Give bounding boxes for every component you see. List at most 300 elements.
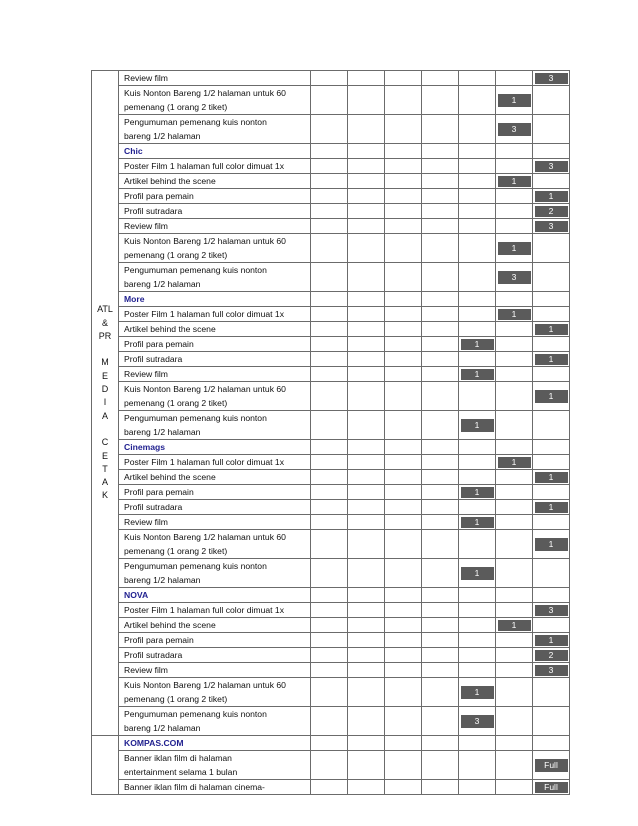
schedule-mark: Full bbox=[535, 759, 568, 772]
schedule-cell bbox=[348, 736, 385, 751]
schedule-cell bbox=[385, 204, 422, 219]
schedule-cell bbox=[422, 678, 459, 707]
description-line: Chic bbox=[124, 146, 143, 156]
table-row bbox=[92, 603, 570, 618]
schedule-cell bbox=[496, 115, 533, 144]
schedule-cell bbox=[496, 71, 533, 86]
schedule-cell bbox=[422, 648, 459, 663]
table-row bbox=[92, 515, 570, 530]
table-row bbox=[92, 470, 570, 485]
schedule-cell bbox=[311, 500, 348, 515]
description-line: bareng 1/2 halaman bbox=[124, 575, 201, 585]
schedule-cell bbox=[496, 663, 533, 678]
schedule-cell bbox=[459, 263, 496, 292]
schedule-cell bbox=[348, 455, 385, 470]
schedule-cell bbox=[496, 440, 533, 455]
schedule-cell bbox=[348, 307, 385, 322]
schedule-cell bbox=[422, 174, 459, 189]
item-description bbox=[119, 189, 311, 204]
description-line: Profil sutradara bbox=[124, 206, 183, 216]
schedule-cell bbox=[459, 159, 496, 174]
schedule-cell bbox=[311, 603, 348, 618]
description-line: Profil para pemain bbox=[124, 635, 194, 645]
schedule-cell bbox=[348, 219, 385, 234]
schedule-cell bbox=[385, 86, 422, 115]
schedule-mark: 1 bbox=[535, 324, 568, 335]
description-line: Review film bbox=[124, 221, 168, 231]
schedule-cell bbox=[311, 189, 348, 204]
schedule-cell bbox=[311, 588, 348, 603]
schedule-mark: 3 bbox=[535, 161, 568, 172]
schedule-cell bbox=[459, 707, 496, 736]
table-row bbox=[92, 71, 570, 86]
schedule-cell bbox=[459, 174, 496, 189]
schedule-mark: 1 bbox=[461, 517, 494, 528]
schedule-cell bbox=[311, 736, 348, 751]
media-category-letter bbox=[92, 343, 118, 356]
schedule-cell bbox=[385, 352, 422, 367]
description-line: Artikel behind the scene bbox=[124, 324, 216, 334]
table-row bbox=[92, 263, 570, 292]
schedule-cell bbox=[496, 159, 533, 174]
item-description bbox=[119, 234, 311, 263]
table-row bbox=[92, 219, 570, 234]
section-title bbox=[119, 736, 311, 751]
schedule-cell bbox=[311, 322, 348, 337]
item-description bbox=[119, 751, 311, 780]
schedule-cell bbox=[533, 618, 570, 633]
description-line: More bbox=[124, 294, 145, 304]
schedule-cell bbox=[311, 559, 348, 588]
schedule-cell bbox=[533, 263, 570, 292]
schedule-mark: 1 bbox=[535, 538, 568, 551]
schedule-cell bbox=[348, 367, 385, 382]
schedule-cell bbox=[422, 115, 459, 144]
description-line: Review film bbox=[124, 369, 168, 379]
item-description bbox=[119, 322, 311, 337]
schedule-cell bbox=[422, 292, 459, 307]
description-line: Pengumuman pemenang kuis nonton bbox=[124, 561, 267, 571]
schedule-cell bbox=[311, 263, 348, 292]
schedule-cell bbox=[533, 71, 570, 86]
schedule-cell bbox=[533, 633, 570, 648]
schedule-cell bbox=[533, 500, 570, 515]
schedule-cell bbox=[533, 352, 570, 367]
schedule-cell bbox=[459, 352, 496, 367]
schedule-cell bbox=[348, 648, 385, 663]
schedule-cell bbox=[348, 159, 385, 174]
schedule-cell bbox=[459, 219, 496, 234]
schedule-cell bbox=[496, 500, 533, 515]
schedule-cell bbox=[496, 367, 533, 382]
schedule-cell bbox=[422, 736, 459, 751]
schedule-cell bbox=[533, 307, 570, 322]
schedule-cell bbox=[422, 751, 459, 780]
schedule-cell bbox=[385, 367, 422, 382]
description-line: Kuis Nonton Bareng 1/2 halaman untuk 60 bbox=[124, 88, 286, 98]
schedule-cell bbox=[311, 382, 348, 411]
table-row bbox=[92, 159, 570, 174]
schedule-cell bbox=[533, 455, 570, 470]
schedule-cell bbox=[385, 411, 422, 440]
schedule-cell bbox=[311, 307, 348, 322]
schedule-cell bbox=[422, 440, 459, 455]
table-row bbox=[92, 382, 570, 411]
schedule-mark: 1 bbox=[535, 191, 568, 202]
schedule-cell bbox=[459, 485, 496, 500]
description-line: Pengumuman pemenang kuis nonton bbox=[124, 709, 267, 719]
schedule-cell bbox=[496, 382, 533, 411]
schedule-cell bbox=[496, 780, 533, 795]
item-description bbox=[119, 678, 311, 707]
table-row bbox=[92, 530, 570, 559]
schedule-cell bbox=[422, 485, 459, 500]
media-schedule-table bbox=[91, 70, 570, 795]
schedule-cell bbox=[459, 440, 496, 455]
media-schedule-body bbox=[92, 71, 570, 795]
schedule-cell bbox=[422, 455, 459, 470]
schedule-cell bbox=[459, 500, 496, 515]
schedule-cell bbox=[422, 86, 459, 115]
schedule-cell bbox=[311, 367, 348, 382]
media-category-letter bbox=[92, 423, 118, 436]
schedule-cell bbox=[459, 618, 496, 633]
schedule-mark: 3 bbox=[535, 73, 568, 84]
description-line: Kuis Nonton Bareng 1/2 halaman untuk 60 bbox=[124, 532, 286, 542]
schedule-cell bbox=[311, 144, 348, 159]
schedule-cell bbox=[311, 515, 348, 530]
schedule-cell bbox=[422, 234, 459, 263]
schedule-cell bbox=[348, 174, 385, 189]
description-line: Pengumuman pemenang kuis nonton bbox=[124, 265, 267, 275]
section-row bbox=[92, 144, 570, 159]
schedule-cell bbox=[422, 530, 459, 559]
item-description bbox=[119, 115, 311, 144]
schedule-cell bbox=[385, 588, 422, 603]
schedule-cell bbox=[459, 678, 496, 707]
schedule-cell bbox=[422, 71, 459, 86]
schedule-cell bbox=[311, 633, 348, 648]
schedule-cell bbox=[348, 618, 385, 633]
schedule-cell bbox=[459, 234, 496, 263]
schedule-cell bbox=[385, 470, 422, 485]
schedule-cell bbox=[385, 500, 422, 515]
item-description bbox=[119, 515, 311, 530]
section-title bbox=[119, 440, 311, 455]
schedule-cell bbox=[533, 115, 570, 144]
description-line: Review film bbox=[124, 73, 168, 83]
schedule-cell bbox=[459, 780, 496, 795]
schedule-cell bbox=[533, 234, 570, 263]
table-row bbox=[92, 485, 570, 500]
media-category-letter: D bbox=[101, 384, 109, 395]
schedule-cell bbox=[533, 470, 570, 485]
media-category-letter: C bbox=[101, 437, 109, 448]
table-row bbox=[92, 86, 570, 115]
schedule-cell bbox=[348, 603, 385, 618]
schedule-cell bbox=[385, 780, 422, 795]
item-description bbox=[119, 530, 311, 559]
schedule-cell bbox=[348, 189, 385, 204]
item-description bbox=[119, 219, 311, 234]
schedule-cell bbox=[459, 337, 496, 352]
schedule-cell bbox=[533, 780, 570, 795]
table-row bbox=[92, 115, 570, 144]
item-description bbox=[119, 455, 311, 470]
item-description bbox=[119, 633, 311, 648]
schedule-cell bbox=[385, 455, 422, 470]
schedule-cell bbox=[348, 633, 385, 648]
schedule-cell bbox=[533, 411, 570, 440]
table-row bbox=[92, 633, 570, 648]
schedule-cell bbox=[422, 780, 459, 795]
schedule-cell bbox=[533, 603, 570, 618]
schedule-cell bbox=[422, 322, 459, 337]
schedule-cell bbox=[459, 86, 496, 115]
schedule-cell bbox=[459, 633, 496, 648]
table-row bbox=[92, 204, 570, 219]
media-category-letter: I bbox=[103, 397, 107, 408]
schedule-cell bbox=[459, 204, 496, 219]
schedule-cell bbox=[422, 337, 459, 352]
item-description bbox=[119, 352, 311, 367]
description-line: pemenang (1 orang 2 tiket) bbox=[124, 546, 228, 556]
schedule-cell bbox=[311, 174, 348, 189]
schedule-cell bbox=[385, 144, 422, 159]
schedule-cell bbox=[496, 455, 533, 470]
schedule-cell bbox=[496, 530, 533, 559]
schedule-mark: 1 bbox=[498, 94, 531, 107]
schedule-cell bbox=[348, 530, 385, 559]
schedule-cell bbox=[496, 603, 533, 618]
schedule-cell bbox=[348, 470, 385, 485]
media-category-letter: ATL bbox=[97, 304, 113, 315]
schedule-cell bbox=[533, 485, 570, 500]
table-row bbox=[92, 707, 570, 736]
schedule-cell bbox=[348, 144, 385, 159]
schedule-cell bbox=[533, 144, 570, 159]
table-row bbox=[92, 322, 570, 337]
schedule-cell bbox=[385, 189, 422, 204]
media-category-letter: E bbox=[101, 370, 108, 381]
schedule-mark: 2 bbox=[535, 650, 568, 661]
schedule-cell bbox=[496, 515, 533, 530]
description-line: Kuis Nonton Bareng 1/2 halaman untuk 60 bbox=[124, 384, 286, 394]
schedule-cell bbox=[348, 115, 385, 144]
description-line: Kuis Nonton Bareng 1/2 halaman untuk 60 bbox=[124, 680, 286, 690]
schedule-cell bbox=[496, 234, 533, 263]
description-line: bareng 1/2 halaman bbox=[124, 279, 201, 289]
table-row bbox=[92, 367, 570, 382]
schedule-cell bbox=[422, 559, 459, 588]
table-row bbox=[92, 455, 570, 470]
schedule-mark: Full bbox=[535, 782, 568, 793]
schedule-cell bbox=[533, 292, 570, 307]
item-description bbox=[119, 500, 311, 515]
section-row bbox=[92, 292, 570, 307]
schedule-cell bbox=[311, 115, 348, 144]
schedule-mark: 3 bbox=[498, 271, 531, 284]
schedule-cell bbox=[459, 648, 496, 663]
schedule-cell bbox=[459, 530, 496, 559]
table-row bbox=[92, 559, 570, 588]
schedule-cell bbox=[385, 219, 422, 234]
item-description bbox=[119, 603, 311, 618]
schedule-cell bbox=[348, 751, 385, 780]
schedule-cell bbox=[496, 618, 533, 633]
description-line: Pengumuman pemenang kuis nonton bbox=[124, 413, 267, 423]
item-description bbox=[119, 663, 311, 678]
schedule-cell bbox=[385, 292, 422, 307]
description-line: KOMPAS.COM bbox=[124, 738, 184, 748]
media-category-letter: PR bbox=[98, 330, 112, 341]
schedule-cell bbox=[496, 678, 533, 707]
schedule-mark: 3 bbox=[535, 665, 568, 676]
description-line: Kuis Nonton Bareng 1/2 halaman untuk 60 bbox=[124, 236, 286, 246]
schedule-cell bbox=[496, 263, 533, 292]
item-description bbox=[119, 174, 311, 189]
schedule-cell bbox=[422, 219, 459, 234]
schedule-mark: 1 bbox=[461, 686, 494, 699]
schedule-cell bbox=[496, 633, 533, 648]
schedule-cell bbox=[385, 71, 422, 86]
schedule-cell bbox=[496, 144, 533, 159]
schedule-cell bbox=[496, 352, 533, 367]
section-row bbox=[92, 588, 570, 603]
schedule-cell bbox=[348, 707, 385, 736]
description-line: Profil sutradara bbox=[124, 354, 183, 364]
schedule-cell bbox=[533, 736, 570, 751]
schedule-mark: 1 bbox=[498, 176, 531, 187]
media-category-label bbox=[92, 71, 119, 736]
description-line: Poster Film 1 halaman full color dimuat 1x bbox=[124, 309, 285, 319]
schedule-cell bbox=[533, 337, 570, 352]
schedule-cell bbox=[496, 322, 533, 337]
description-line: pemenang (1 orang 2 tiket) bbox=[124, 250, 228, 260]
description-line: Poster Film 1 halaman full color dimuat 1x bbox=[124, 457, 285, 467]
schedule-cell bbox=[459, 663, 496, 678]
schedule-mark: 1 bbox=[498, 620, 531, 631]
schedule-cell bbox=[422, 144, 459, 159]
schedule-cell bbox=[311, 648, 348, 663]
description-line: Banner iklan film di halaman cinema- bbox=[124, 782, 265, 792]
table-row bbox=[92, 234, 570, 263]
schedule-cell bbox=[533, 559, 570, 588]
schedule-cell bbox=[459, 322, 496, 337]
schedule-cell bbox=[311, 751, 348, 780]
schedule-cell bbox=[348, 86, 385, 115]
schedule-cell bbox=[533, 189, 570, 204]
schedule-cell bbox=[385, 559, 422, 588]
item-description bbox=[119, 707, 311, 736]
schedule-cell bbox=[311, 663, 348, 678]
schedule-cell bbox=[422, 500, 459, 515]
schedule-cell bbox=[348, 234, 385, 263]
schedule-cell bbox=[496, 204, 533, 219]
schedule-mark: 1 bbox=[498, 242, 531, 255]
schedule-cell bbox=[533, 174, 570, 189]
schedule-cell bbox=[311, 219, 348, 234]
description-line: Poster Film 1 halaman full color dimuat 1x bbox=[124, 605, 285, 615]
description-line: Banner iklan film di halaman bbox=[124, 753, 232, 763]
schedule-cell bbox=[496, 86, 533, 115]
schedule-mark: 1 bbox=[535, 354, 568, 365]
table-row bbox=[92, 618, 570, 633]
table-row bbox=[92, 663, 570, 678]
schedule-mark: 3 bbox=[535, 221, 568, 232]
item-description bbox=[119, 648, 311, 663]
description-line: pemenang (1 orang 2 tiket) bbox=[124, 102, 228, 112]
schedule-mark: 1 bbox=[461, 567, 494, 580]
empty-category-cell bbox=[92, 736, 119, 795]
schedule-cell bbox=[422, 618, 459, 633]
schedule-cell bbox=[533, 322, 570, 337]
table-row bbox=[92, 500, 570, 515]
schedule-cell bbox=[533, 86, 570, 115]
schedule-cell bbox=[533, 588, 570, 603]
table-row bbox=[92, 337, 570, 352]
schedule-mark: 1 bbox=[535, 502, 568, 513]
description-line: pemenang (1 orang 2 tiket) bbox=[124, 398, 228, 408]
schedule-cell bbox=[348, 352, 385, 367]
schedule-cell bbox=[533, 515, 570, 530]
schedule-cell bbox=[348, 204, 385, 219]
schedule-cell bbox=[422, 382, 459, 411]
schedule-mark: 3 bbox=[461, 715, 494, 728]
schedule-cell bbox=[459, 115, 496, 144]
item-description bbox=[119, 382, 311, 411]
schedule-cell bbox=[348, 663, 385, 678]
schedule-cell bbox=[311, 707, 348, 736]
schedule-cell bbox=[311, 234, 348, 263]
item-description bbox=[119, 159, 311, 174]
schedule-cell bbox=[533, 219, 570, 234]
schedule-cell bbox=[348, 292, 385, 307]
schedule-cell bbox=[533, 663, 570, 678]
schedule-cell bbox=[385, 530, 422, 559]
schedule-cell bbox=[496, 470, 533, 485]
schedule-cell bbox=[496, 559, 533, 588]
item-description bbox=[119, 618, 311, 633]
item-description bbox=[119, 204, 311, 219]
section-row bbox=[92, 736, 570, 751]
item-description bbox=[119, 411, 311, 440]
description-line: Profil para pemain bbox=[124, 191, 194, 201]
media-category-letter: T bbox=[102, 463, 108, 474]
schedule-mark: 1 bbox=[535, 472, 568, 483]
media-category-letter: A bbox=[101, 410, 108, 421]
schedule-cell bbox=[459, 307, 496, 322]
schedule-cell bbox=[311, 292, 348, 307]
schedule-cell bbox=[311, 71, 348, 86]
schedule-cell bbox=[311, 530, 348, 559]
section-title bbox=[119, 144, 311, 159]
schedule-cell bbox=[385, 707, 422, 736]
schedule-cell bbox=[422, 367, 459, 382]
media-category-letter: M bbox=[101, 357, 109, 368]
schedule-mark: 1 bbox=[535, 635, 568, 646]
item-description bbox=[119, 71, 311, 86]
schedule-mark: 1 bbox=[535, 390, 568, 403]
description-line: entertainment selama 1 bulan bbox=[124, 767, 238, 777]
schedule-cell bbox=[348, 780, 385, 795]
schedule-cell bbox=[385, 322, 422, 337]
description-line: Review film bbox=[124, 517, 168, 527]
description-line: Review film bbox=[124, 665, 168, 675]
schedule-cell bbox=[385, 633, 422, 648]
schedule-cell bbox=[459, 751, 496, 780]
schedule-cell bbox=[348, 559, 385, 588]
